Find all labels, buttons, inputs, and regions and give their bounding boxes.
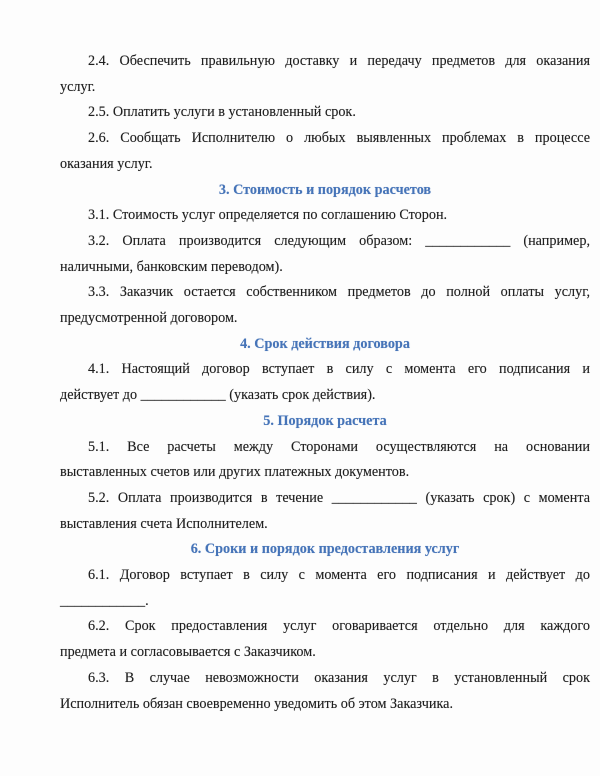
clause-3-1-line: 3.1. Стоимость услуг определяется по соглашению Сторон. — [88, 207, 448, 224]
section-5-heading: 5. Порядок расчета — [263, 412, 387, 429]
clause-5-1-line: выставленных счетов или других платежных документов. — [60, 464, 410, 481]
document-body — [60, 49, 590, 717]
clause-2-4-line: 2.4. Обеспечить правильную доставку и передачу предметов для оказания — [88, 53, 590, 69]
clause-6-1-line: ____________. — [60, 592, 149, 609]
section-6-heading: 6. Сроки и порядок предоставления услуг — [190, 541, 460, 558]
clause-2-4-line: услуг. — [60, 78, 96, 95]
clause-5-1-line: 5.1. Все расчеты между Сторонами осуществляются на основании — [88, 438, 590, 455]
clause-6-2-line: 6.2. Срок предоставления услуг оговаривается отдельно для каждого — [88, 618, 590, 635]
clause-2-6-line: оказания услуг. — [60, 155, 153, 172]
clause-3-2-line: наличными, банковским переводом). — [60, 258, 283, 275]
clause-3-2-line: 3.2. Оплата производится следующим образом: ____________ (например, — [88, 232, 590, 249]
clause-6-3-line: Исполнитель обязан своевременно уведомить об этом Заказчика. — [60, 695, 453, 712]
clause-2-5-line: 2.5. Оплатить услуги в установленный срок. — [88, 104, 356, 121]
clause-6-2-line: предмета и согласовывается с Заказчиком. — [60, 644, 316, 661]
clause-3-3-line: предусмотренной договором. — [60, 310, 238, 327]
clause-6-1-line: 6.1. Договор вступает в силу с момента его подписания и действует до — [88, 567, 590, 584]
clause-4-1-line: 4.1. Настоящий договор вступает в силу с момента его подписания и — [88, 361, 590, 378]
section-4-heading: 4. Срок действия договора — [240, 335, 410, 352]
clause-6-3-line: 6.3. В случае невозможности оказания услуг в установленный срок — [88, 669, 590, 686]
section-3-heading: 3. Стоимость и порядок расчетов — [218, 181, 432, 198]
clause-4-1-line: действует до ____________ (указать срок действия). — [60, 387, 376, 404]
clause-3-3-line: 3.3. Заказчик остается собственником предметов до полной оплаты услуг, — [88, 284, 590, 301]
clause-5-2-line: выставления счета Исполнителем. — [60, 515, 268, 532]
clause-2-6-line: 2.6. Сообщать Исполнителю о любых выявленных проблемах в процессе — [88, 130, 590, 147]
clause-5-2-line: 5.2. Оплата производится в течение ____________ (указать срок) с момента — [88, 489, 590, 506]
